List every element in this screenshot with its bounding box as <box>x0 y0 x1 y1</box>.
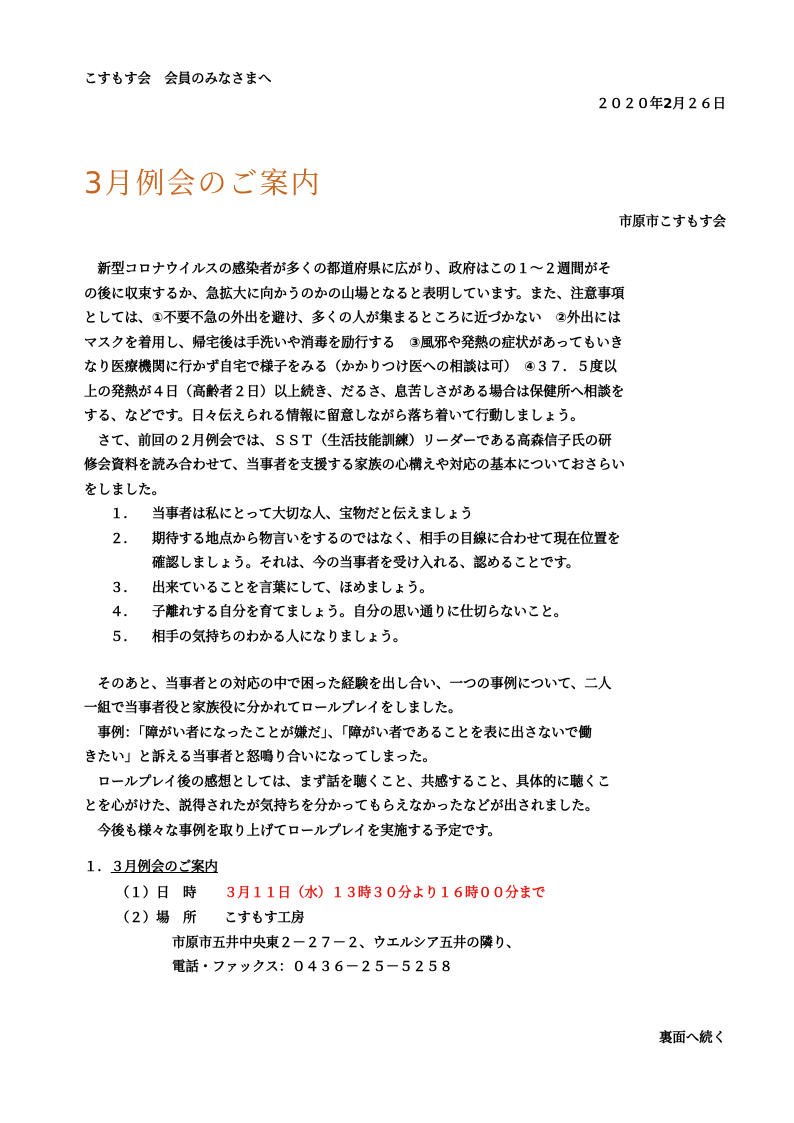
text-line: する、などです。日々伝えられる情報に留意しながら落ち着いて行動しましょう。 <box>84 409 584 424</box>
list-text: 出来ていることを言葉にして、ほめましょう。 <box>152 581 433 596</box>
list-number: ４． <box>110 605 137 620</box>
date: ２０２０年2月２６日 <box>596 97 726 112</box>
list-number: ２． <box>110 532 137 547</box>
text-line: としては、①不要不急の外出を避け、多くの人が集まるところに近づかない ②外出には <box>84 311 621 326</box>
text-line: 今後も様々な事例を取り上げてロールプレイを実施する予定です。 <box>84 824 502 839</box>
list-text: 当事者は私にとって大切な人、宝物だと伝えましょう <box>152 507 474 522</box>
place-value: こすもす工房 <box>224 911 305 926</box>
text-line: なり医療機関に行かず自宅で様子をみる（かかりつけ医への相談は可） ④３７．５度以 <box>84 360 617 375</box>
text-line: 修会資料を読み合わせて、当事者を支援する家族の心構えや対応の基本についておさらい <box>84 458 626 473</box>
text-line: ロールプレイ後の感想としては、まず話を聴くこと、共感すること、具体的に聴くこ <box>84 775 611 790</box>
text-line: の後に収束するか、急拡大に向かうのかの山場となると表明しています。また、注意事項 <box>84 287 625 302</box>
text-line: 新型コロナウイルスの感染者が多くの都道府県に広がり、政府はこの１～２週間がそ <box>84 262 612 277</box>
list-number: ３． <box>110 581 137 596</box>
list-number: ５． <box>110 630 137 645</box>
datetime-value: ３月１１日（水）１３時３０分より１６時００分まで <box>224 886 546 901</box>
text-line: きたい」と訴える当事者と怒鳴り合いになってしまった。 <box>84 750 437 765</box>
text-line: 上の発熱が４日（高齢者２日）以上続き、だるさ、息苦しさがある場合は保健所へ相談を <box>84 385 625 400</box>
place-row <box>116 907 196 926</box>
text-line: さて、前回の２月例会では、ＳＳＴ（生活技能訓練）リーダーである高森信子氏の研 <box>84 434 612 449</box>
greeting: こすもす会 会員のみなさまへ <box>84 72 272 87</box>
text-line: 一組で当事者役と家族役に分かれてロールプレイをしました。 <box>84 701 462 716</box>
text-line: とを心がけた、説得されたが気持ちを分かってもらえなかったなどが出されました。 <box>84 799 599 814</box>
list-text: 確認しましょう。それは、今の当事者を受け入れる、認めることです。 <box>152 556 580 571</box>
list-text: 子離れする自分を育てましょう。自分の思い通りに仕切らないこと。 <box>152 605 568 620</box>
section-number: １． <box>84 860 111 875</box>
continued-note: 裏面へ続く <box>659 1031 726 1046</box>
datetime-label: （１）日 時 <box>116 886 197 901</box>
list-number: １． <box>110 507 137 522</box>
section-heading <box>84 856 218 875</box>
text-line: 事例：「障がい者になったことが嫌だ」、「障がい者であることを表に出さないで働 <box>84 726 592 741</box>
address: 市原市五井中央東２－２７－２、ウエルシア五井の隣り、 <box>172 936 520 951</box>
place-label: （２）場 所 <box>116 911 197 926</box>
text-line: そのあと、当事者との対応の中で困った経験を出し合い、一つの事例について、二人 <box>84 677 612 692</box>
text-line: をしました。 <box>84 483 166 498</box>
list-text: 相手の気持ちのわかる人になりましょう。 <box>152 630 407 645</box>
list-text: 期待する地点から物言いをするのではなく、相手の目線に合わせて現在位置を <box>152 532 621 547</box>
datetime-row <box>116 882 196 901</box>
text-line: マスクを着用し、帰宅後は手洗いや消毒を励行する ③風邪や発熱の症状があってもいき <box>84 336 624 351</box>
section-title: ３月例会のご案内 <box>110 860 218 875</box>
phone-fax: 電話・ファックス：０４３６－２５－５２５８ <box>172 960 453 975</box>
organization: 市原市こすもす会 <box>618 215 726 230</box>
page-title: 3月例会のご案内 <box>84 166 322 200</box>
